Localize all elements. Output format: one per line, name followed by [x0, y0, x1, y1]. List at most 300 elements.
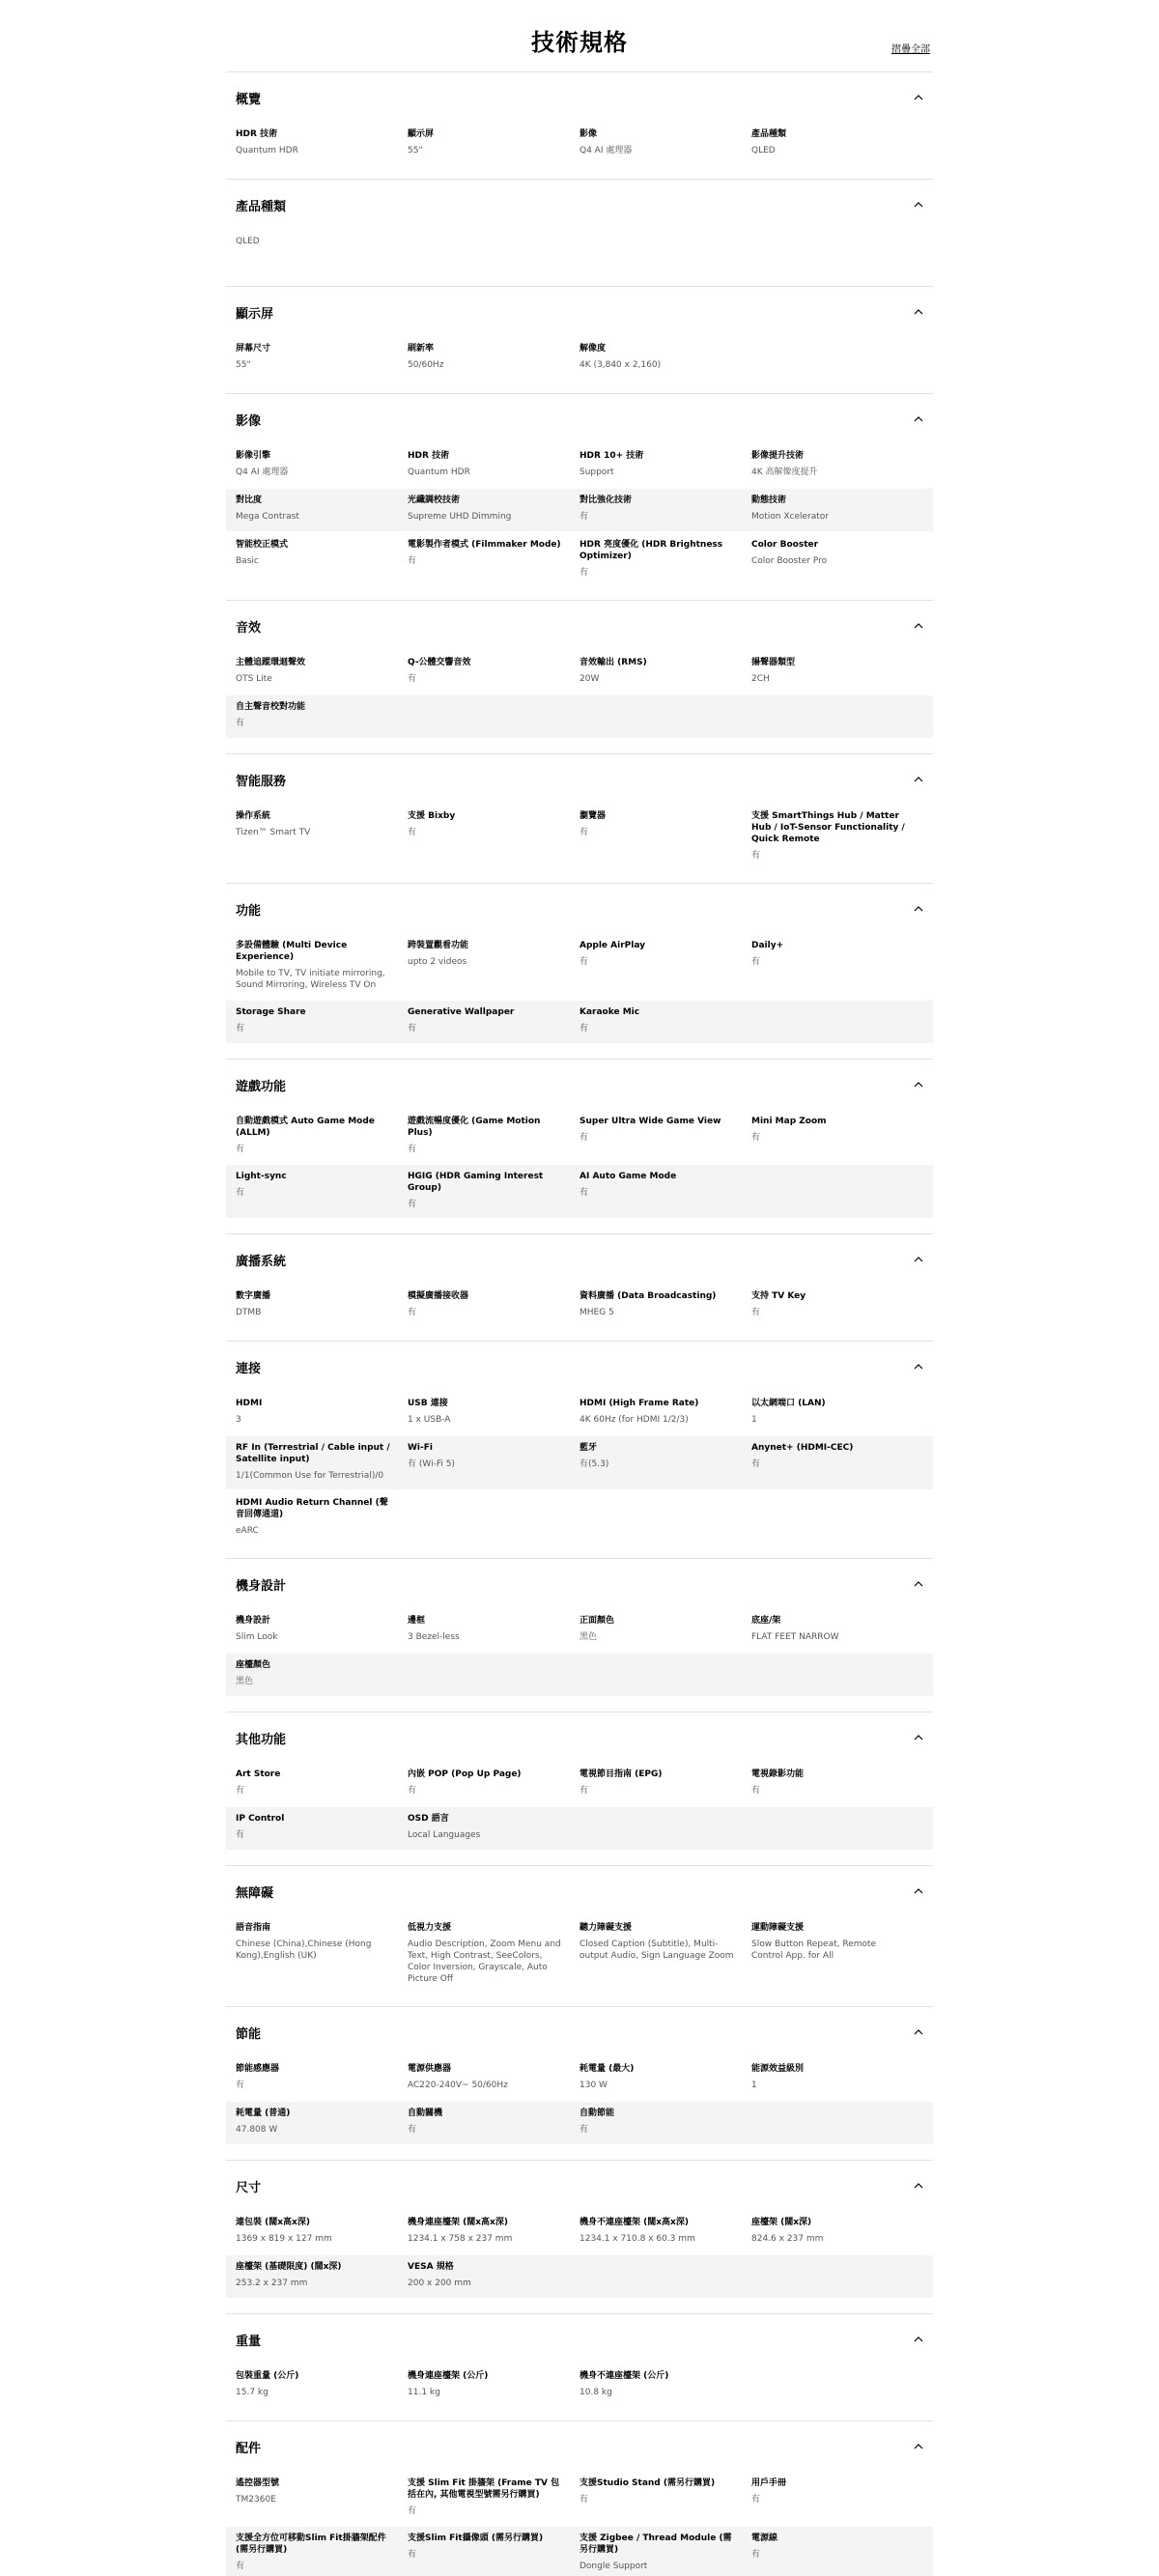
- spec-value: 有: [751, 1308, 761, 1317]
- section-header[interactable]: [226, 884, 933, 934]
- spec-item: [408, 1398, 580, 1427]
- spec-label: 正面顏色: [580, 1616, 615, 1626]
- spec-value: 有(5.3): [580, 1459, 609, 1469]
- spec-label: RF In (Terrestrial / Cable input / Satellite input): [236, 1443, 390, 1464]
- spec-value: 有: [236, 2081, 245, 2090]
- spec-row: [226, 2472, 933, 2525]
- spec-item: [236, 701, 408, 730]
- spec-label: 用戶手冊: [751, 2478, 787, 2488]
- spec-label: Super Ultra Wide Game View: [580, 1117, 721, 1126]
- chevron-up-icon[interactable]: [914, 414, 923, 424]
- spec-label: 機身連座檯架 (公斤): [408, 2371, 489, 2381]
- spec-row: [226, 2527, 933, 2576]
- collapse-all-link[interactable]: 摺疊全部: [891, 44, 930, 55]
- spec-label: 低視力支援: [408, 1923, 452, 1933]
- section-header[interactable]: [226, 1234, 933, 1285]
- spec-row: [226, 1654, 933, 1696]
- chevron-up-icon[interactable]: [914, 200, 923, 210]
- spec-item: [751, 1922, 923, 1985]
- spec-value: 130 W: [580, 2081, 608, 2090]
- spec-item: [236, 1615, 408, 1644]
- spec-item: [751, 940, 923, 991]
- spec-item: [580, 450, 751, 479]
- spec-value: 有: [408, 1024, 417, 1033]
- spec-value: 黑色: [580, 1632, 598, 1642]
- spec-label: Wi-Fi: [408, 1443, 433, 1453]
- section-header[interactable]: [226, 1866, 933, 1916]
- spec-label: Mini Map Zoom: [751, 1117, 827, 1126]
- spec-value: 1: [751, 1415, 757, 1425]
- spec-value: 有: [751, 957, 761, 967]
- spec-section: [226, 1059, 933, 1233]
- spec-value: 有: [408, 556, 417, 566]
- spec-label: 刷新率: [408, 344, 435, 354]
- section-title: 無障礙: [236, 1885, 274, 1901]
- spec-sections: [226, 71, 933, 2576]
- section-title: 節能: [236, 2026, 262, 2042]
- section-header[interactable]: [226, 2007, 933, 2057]
- spec-item: [408, 343, 580, 372]
- spec-value: 有: [408, 1200, 417, 1209]
- spec-item: [236, 343, 408, 372]
- spec-label: 揚聲器類型: [751, 658, 796, 667]
- spec-item: [751, 810, 923, 862]
- page-title: 技術規格: [531, 29, 628, 56]
- spec-value: QLED: [751, 146, 776, 156]
- spec-value: Local Languages: [408, 1830, 481, 1840]
- section-header[interactable]: [226, 72, 933, 123]
- spec-value: Chinese (China),Chinese (Hong Kong),English (UK): [236, 1939, 372, 1961]
- section-title: 廣播系統: [236, 1254, 287, 1269]
- spec-item: [236, 657, 408, 686]
- spec-item: [580, 2217, 751, 2246]
- spec-label: 耗電量 (普通): [236, 2109, 291, 2118]
- spec-item: [751, 2477, 923, 2517]
- chevron-up-icon[interactable]: [914, 1579, 923, 1589]
- spec-item: [751, 1116, 923, 1155]
- spec-section: [226, 1558, 933, 1712]
- spec-value: 有: [236, 1786, 245, 1796]
- spec-label: 電視錄影功能: [751, 1769, 805, 1779]
- spec-label: 影像提升技術: [751, 451, 805, 461]
- spec-value: eARC: [236, 1526, 259, 1536]
- section-title: 顯示屏: [236, 306, 274, 322]
- spec-item: [751, 128, 923, 157]
- spec-label: OSD 語言: [408, 1814, 449, 1824]
- spec-item: [580, 810, 751, 862]
- spec-item: [580, 2533, 751, 2572]
- spec-item: [580, 1442, 751, 1482]
- spec-label: HDR 技術: [236, 129, 278, 139]
- spec-value: 有: [236, 2562, 245, 2571]
- spec-value: Supreme UHD Dimming: [408, 512, 512, 522]
- spec-item: [236, 1116, 408, 1155]
- spec-label: 支援Slim Fit攝像頭 (需另行購買): [408, 2534, 544, 2543]
- spec-item: [751, 2533, 923, 2572]
- section-header[interactable]: [226, 1713, 933, 1763]
- chevron-up-icon[interactable]: [914, 1886, 923, 1896]
- spec-item: [751, 2063, 923, 2092]
- section-header[interactable]: [226, 287, 933, 337]
- spec-value: AC220-240V~ 50/60Hz: [408, 2081, 508, 2090]
- spec-row: [226, 1392, 933, 1434]
- spec-label: HDR 技術: [408, 451, 450, 461]
- spec-item: [408, 810, 580, 862]
- section-title: 功能: [236, 903, 262, 919]
- spec-label: 智能校正模式: [236, 540, 289, 550]
- spec-label: 自動關機: [408, 2109, 443, 2118]
- spec-item: [236, 810, 408, 862]
- spec-label: 資料廣播 (Data Broadcasting): [580, 1291, 717, 1301]
- spec-label: 機身設計: [236, 1616, 271, 1626]
- spec-row: [226, 1001, 933, 1043]
- spec-section: [226, 2420, 933, 2576]
- spec-label: Generative Wallpaper: [408, 1007, 515, 1017]
- spec-value: 20W: [580, 674, 600, 684]
- spec-section: [226, 71, 933, 179]
- spec-value: OTS Lite: [236, 674, 272, 684]
- spec-item: [236, 1813, 408, 1842]
- spec-label: 影像: [580, 129, 598, 139]
- spec-label: 數字廣播: [236, 1291, 271, 1301]
- spec-value: 1 x USB-A: [408, 1415, 451, 1425]
- spec-value: 200 x 200 mm: [408, 2279, 471, 2288]
- spec-value: Slow Button Repeat, Remote Control App. for All: [751, 1939, 877, 1961]
- spec-value: Tizen™ Smart TV: [236, 828, 311, 837]
- spec-label: 支持 TV Key: [751, 1291, 806, 1301]
- spec-item: [236, 450, 408, 479]
- spec-value: 55": [236, 360, 251, 370]
- spec-item: [580, 1006, 751, 1035]
- chevron-up-icon[interactable]: [914, 1362, 923, 1372]
- spec-value: 824.6 x 237 mm: [751, 2234, 824, 2244]
- section-header[interactable]: [226, 2421, 933, 2472]
- spec-item: [236, 128, 408, 157]
- chevron-up-icon[interactable]: [914, 775, 923, 784]
- chevron-up-icon[interactable]: [914, 93, 923, 102]
- spec-value: 有: [580, 1188, 589, 1198]
- spec-item: [236, 2108, 408, 2137]
- chevron-up-icon[interactable]: [914, 904, 923, 914]
- spec-item: [751, 1290, 923, 1319]
- section-header[interactable]: [226, 754, 933, 805]
- spec-item: [580, 1769, 751, 1798]
- spec-item: [751, 539, 923, 579]
- spec-value: DTMB: [236, 1308, 262, 1317]
- chevron-up-icon[interactable]: [914, 2442, 923, 2451]
- spec-section: [226, 883, 933, 1059]
- spec-label: 電影製作者模式 (Filmmaker Mode): [408, 540, 561, 550]
- spec-item: [408, 2108, 580, 2137]
- spec-label: Storage Share: [236, 1007, 306, 1017]
- spec-item: [236, 2261, 408, 2290]
- spec-value: 有: [236, 1188, 245, 1198]
- spec-value: 有 (Wi-Fi 5): [408, 1459, 455, 1469]
- spec-item: [408, 2533, 580, 2572]
- spec-label: Art Store: [236, 1769, 281, 1779]
- spec-value: Quantum HDR: [236, 146, 298, 156]
- spec-row: [226, 444, 933, 487]
- chevron-up-icon[interactable]: [914, 2335, 923, 2344]
- spec-label: 解像度: [580, 344, 607, 354]
- spec-row: [226, 1285, 933, 1327]
- spec-value: Mobile to TV, TV initiate mirroring, Sound Mirroring, Wireless TV On: [236, 969, 385, 990]
- spec-item: [236, 2477, 408, 2517]
- spec-item: [408, 1442, 580, 1482]
- spec-label: Karaoke Mic: [580, 1007, 640, 1017]
- spec-value: Basic: [236, 556, 259, 566]
- spec-label: 主體追蹤環迴聲效: [236, 658, 306, 667]
- spec-row: [226, 2364, 933, 2407]
- section-header[interactable]: [226, 1060, 933, 1110]
- section-title: 重量: [236, 2334, 262, 2349]
- spec-label: HDMI: [236, 1399, 263, 1408]
- spec-item: [580, 1615, 751, 1644]
- spec-section: [226, 1341, 933, 1558]
- spec-value: Q4 AI 處理器: [580, 146, 633, 156]
- spec-label: Q-公體交響音效: [408, 658, 471, 667]
- spec-section: [226, 1865, 933, 2006]
- spec-label: 模擬廣播接收器: [408, 1291, 469, 1301]
- spec-row: [226, 1916, 933, 1993]
- spec-item: [236, 1171, 408, 1210]
- spec-item: [236, 1442, 408, 1482]
- spec-label: 產品種類: [751, 129, 787, 139]
- spec-item: [408, 2063, 580, 2092]
- spec-label: 支援 SmartThings Hub / Matter Hub / IoT-Sensor Functionality / Quick Remote: [751, 811, 905, 844]
- spec-item: [580, 2370, 751, 2399]
- spec-label: 光纖調校技術: [408, 495, 461, 505]
- spec-label: 支援 Zigbee / Thread Module (需另行購買): [580, 2534, 732, 2555]
- spec-row: [226, 1436, 933, 1489]
- spec-label: 能源效益級別: [751, 2064, 805, 2074]
- spec-value: 有: [408, 1308, 417, 1317]
- spec-label: 機身連座檯架 (闊x高x深): [408, 2218, 508, 2227]
- spec-item: [408, 1116, 580, 1155]
- spec-label: Anynet+ (HDMI-CEC): [751, 1443, 854, 1453]
- chevron-up-icon[interactable]: [914, 621, 923, 631]
- spec-item: [236, 1497, 408, 1537]
- spec-value: 有: [751, 2550, 761, 2560]
- spec-value: 1369 x 819 x 127 mm: [236, 2234, 332, 2244]
- spec-label: HDMI (High Frame Rate): [580, 1399, 699, 1408]
- spec-item: [236, 539, 408, 579]
- spec-item: [236, 1398, 408, 1427]
- section-title: 其他功能: [236, 1732, 287, 1747]
- spec-label: 遊戲流暢度優化 (Game Motion Plus): [408, 1117, 541, 1138]
- spec-label: 底座/架: [751, 1616, 781, 1626]
- spec-row: [226, 2102, 933, 2144]
- spec-label: HGIG (HDR Gaming Interest Group): [408, 1172, 544, 1193]
- spec-value: 有: [236, 1024, 245, 1033]
- spec-item: [580, 495, 751, 524]
- spec-value: Slim Look: [236, 1632, 278, 1642]
- spec-item: [580, 1398, 751, 1427]
- spec-value: 有: [751, 1459, 761, 1469]
- spec-item: [580, 128, 751, 157]
- section-header[interactable]: [226, 394, 933, 444]
- section-title: 連接: [236, 1361, 262, 1376]
- section-title: 智能服務: [236, 774, 287, 789]
- spec-label: 耗電量 (最大): [580, 2064, 635, 2074]
- spec-item: [408, 539, 580, 579]
- section-header[interactable]: [226, 1342, 933, 1392]
- spec-section: [226, 2160, 933, 2313]
- spec-section: [226, 600, 933, 753]
- spec-label: 對比度: [236, 495, 263, 505]
- spec-value: FLAT FEET NARROW: [751, 1632, 839, 1642]
- spec-label: IP Control: [236, 1814, 285, 1824]
- spec-item: [236, 2370, 408, 2399]
- spec-item: [751, 450, 923, 479]
- spec-row: [226, 1491, 933, 1544]
- section-header[interactable]: [226, 180, 933, 230]
- spec-section: [226, 753, 933, 883]
- spec-item: [751, 1398, 923, 1427]
- spec-value: 有: [236, 719, 245, 728]
- spec-row: [226, 1807, 933, 1850]
- spec-item: [580, 940, 751, 991]
- spec-item: [580, 2063, 751, 2092]
- spec-value: 4K 高解像度提升: [751, 467, 818, 477]
- spec-item: [408, 657, 580, 686]
- spec-item: [408, 1615, 580, 1644]
- spec-item: [408, 1769, 580, 1798]
- spec-value: Color Booster Pro: [751, 556, 828, 566]
- spec-row: [226, 934, 933, 999]
- spec-label: 節能感應器: [236, 2064, 280, 2074]
- chevron-up-icon[interactable]: [914, 2027, 923, 2037]
- spec-item: [580, 343, 751, 372]
- chevron-up-icon[interactable]: [914, 307, 923, 317]
- spec-section: [226, 179, 933, 286]
- chevron-up-icon[interactable]: [914, 1255, 923, 1264]
- chevron-up-icon[interactable]: [914, 1733, 923, 1742]
- section-header[interactable]: [226, 2314, 933, 2364]
- spec-label: 遙控器型號: [236, 2478, 280, 2488]
- spec-value: Q4 AI 處理器: [236, 467, 289, 477]
- spec-value: Quantum HDR: [408, 467, 470, 477]
- spec-item: [408, 1922, 580, 1985]
- spec-item: [408, 2261, 580, 2290]
- spec-row: [226, 1165, 933, 1218]
- spec-item: [236, 236, 408, 265]
- spec-value: 有: [408, 2125, 417, 2135]
- section-title: 配件: [236, 2441, 262, 2456]
- spec-label: 支援全方位可移動Slim Fit掛牆架配件 (需另行購買): [236, 2534, 386, 2555]
- spec-value: 黑色: [236, 1677, 254, 1686]
- spec-value: 有: [580, 512, 589, 522]
- spec-item: [751, 2217, 923, 2246]
- spec-label: 機身不連座檯架 (闊x高x深): [580, 2218, 689, 2227]
- spec-value: 有: [580, 957, 589, 967]
- spec-value: 1/1(Common Use for Terrestrial)/0: [236, 1471, 384, 1481]
- section-header[interactable]: [226, 601, 933, 651]
- spec-value: 10.8 kg: [580, 2388, 612, 2397]
- spec-value: 55": [408, 146, 423, 156]
- spec-item: [580, 1116, 751, 1155]
- section-title: 尺寸: [236, 2180, 262, 2195]
- spec-label: 電視節目指南 (EPG): [580, 1769, 663, 1779]
- spec-row: [226, 533, 933, 586]
- spec-item: [236, 2533, 408, 2572]
- spec-label: 音效輸出 (RMS): [580, 658, 647, 667]
- spec-item: [580, 2477, 751, 2517]
- spec-row: [226, 695, 933, 738]
- spec-section: [226, 393, 933, 600]
- spec-value: 有: [236, 1830, 245, 1840]
- spec-label: 聽力障礙支援: [580, 1923, 633, 1933]
- spec-item: [580, 2108, 751, 2137]
- spec-section: [226, 286, 933, 393]
- spec-item: [408, 128, 580, 157]
- spec-label: 動態技術: [751, 495, 787, 505]
- spec-item: [580, 657, 751, 686]
- section-title: 音效: [236, 620, 262, 636]
- spec-value: Motion Xcelerator: [751, 512, 830, 522]
- spec-label: 支援 Slim Fit 掛牆架 (Frame TV 包括在內, 其他電視型號需另行購買): [408, 2478, 560, 2500]
- spec-item: [751, 1769, 923, 1798]
- spec-value: Audio Description, Zoom Menu and Text, High Contrast, SeeColors, Color Inversion, Grayscale, Auto Picture Off: [408, 1939, 561, 1984]
- spec-label: 以太網端口 (LAN): [751, 1399, 826, 1408]
- spec-value: QLED: [236, 237, 260, 246]
- spec-value: 有: [751, 1786, 761, 1796]
- spec-section: [226, 2313, 933, 2420]
- spec-item: [408, 1290, 580, 1319]
- section-title: 產品種類: [236, 199, 287, 214]
- spec-label: VESA 規格: [408, 2262, 454, 2272]
- spec-row: [226, 1763, 933, 1805]
- spec-value: 有: [580, 2495, 589, 2505]
- spec-row: [226, 2255, 933, 2298]
- page-header: [0, 0, 1159, 71]
- spec-value: 3: [236, 1415, 241, 1425]
- section-header[interactable]: [226, 2161, 933, 2211]
- section-title: 影像: [236, 413, 262, 429]
- spec-item: [236, 1006, 408, 1035]
- spec-row: [226, 489, 933, 531]
- spec-value: 47.808 W: [236, 2125, 278, 2135]
- spec-value: TM2360E: [236, 2495, 276, 2505]
- spec-item: [408, 495, 580, 524]
- spec-item: [751, 495, 923, 524]
- spec-label: 支援 Bixby: [408, 811, 456, 821]
- spec-value: 有: [408, 1145, 417, 1154]
- spec-label: 連包裝 (闊x高x深): [236, 2218, 310, 2227]
- spec-value: 2CH: [751, 674, 770, 684]
- spec-value: 4K (3,840 x 2,160): [580, 360, 662, 370]
- spec-label: 操作系統: [236, 811, 271, 821]
- spec-label: 瀏覽器: [580, 811, 607, 821]
- spec-label: 邊框: [408, 1616, 426, 1626]
- chevron-up-icon[interactable]: [914, 2181, 923, 2191]
- section-title: 遊戲功能: [236, 1079, 287, 1094]
- spec-item: [236, 1659, 408, 1688]
- spec-item: [408, 1006, 580, 1035]
- spec-value: 有: [580, 568, 589, 578]
- spec-item: [408, 2477, 580, 2517]
- section-header[interactable]: [226, 1559, 933, 1609]
- spec-label: 跨裝置觀看功能: [408, 941, 469, 950]
- chevron-up-icon[interactable]: [914, 1080, 923, 1090]
- spec-label: 影像引擎: [236, 451, 271, 461]
- spec-item: [408, 940, 580, 991]
- spec-value: 有: [580, 828, 589, 837]
- spec-value: 1234.1 x 710.8 x 60.3 mm: [580, 2234, 695, 2244]
- spec-section: [226, 1233, 933, 1341]
- spec-value: 有: [408, 674, 417, 684]
- spec-row: [226, 2057, 933, 2100]
